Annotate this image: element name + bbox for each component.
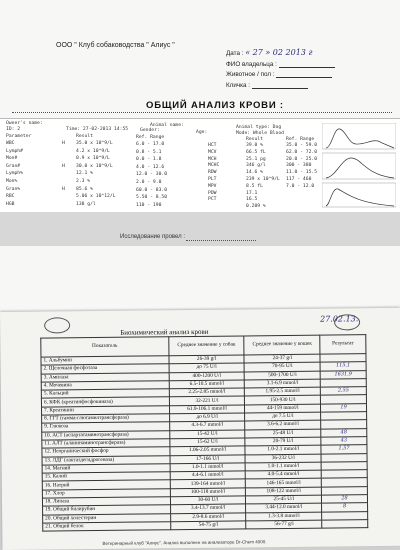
indicator-cell: 21. Общий белок [43,522,171,532]
cat-range-cell: 3.1-6.9 mmol/l [245,379,321,388]
indicator-cell: 9. Глюкоза [42,422,170,432]
cat-range-cell: 1.0-1.1 mmol/l [246,462,322,471]
dog-range-cell: 32-221 U/l [169,396,245,405]
cat-range-cell: 4.0-5.4 mmol/l [246,470,322,479]
result-cell: 19 [321,403,367,412]
cat-range-cell: 25-48 U/l [245,429,321,438]
param-name: PLT [208,177,217,182]
param-result: 138 g/l [76,201,96,207]
cat-range-cell: 24-37 g/l [244,354,320,363]
dog-range-cell: 6.5-10.5 mmol/l [169,380,245,389]
indicator-cell: 16. Натрий [42,480,170,490]
date-value: « 27 » 02 2013 г [245,48,313,57]
animal-name-label: Animal name: [150,123,184,128]
biochem-table [40,334,368,532]
cat-range-cell: 146-165 mmol/l [246,479,322,488]
dog-range-cell: 4.4-6.1 mmol/l [170,471,246,480]
param-name: PCT [208,197,217,203]
indicator-cell: 13. ЛДГ (лактатдегидрогеназа) [42,455,170,465]
col-result: Result [76,134,93,139]
lab-footer: Ветеринарный клуб "Алиус". Анализ выполнен на анализаторе Dr-Chem 4000. [102,539,267,546]
animal-line [276,70,332,78]
param-result: 4.2 x 10^9/L [76,148,110,154]
param-result: 39.0 % [246,143,263,148]
date-label: Дата : [226,50,244,57]
result-cell [322,520,368,529]
param-range: 300 - 380 [286,163,312,169]
param-name: Mon% [6,179,18,184]
param-name: Mon# [6,156,18,162]
animal-field [226,70,332,78]
wbc-histogram [322,123,396,149]
param-result: 2.3 % [76,179,91,184]
param-range: 12.0 - 30.0 [136,172,168,178]
param-range: 7.0 - 12.0 [286,183,315,189]
dog-range-cell: 2.25-2.85 mmol/l [169,388,245,397]
owner-name-label: Owner's name: [6,121,43,126]
param-result: 8.5 fL [246,183,263,189]
param-name: PDW [208,190,217,196]
gender-label: Gender: [140,128,160,133]
indicator-cell: 4. Мочевина [41,381,169,391]
owner-label: ФИО владельца : [226,61,277,68]
indicator-cell: 3. Амилаза [41,372,169,382]
result-cell: 28 [322,495,368,504]
page-title: ОБЩИЙ АНАЛИЗ КРОВИ : [146,100,284,111]
dog-range-cell: 100-118 mmol/l [170,488,246,497]
param-range: 4.0 - 12.6 [136,164,165,170]
param-range: 5.50 - 8.50 [136,195,168,201]
param-name: MPV [208,183,217,189]
result-cell: 1,57 [321,445,367,454]
date-field [226,48,312,57]
param-range: 62.0 - 72.0 [286,149,318,155]
plt-histogram [322,183,396,207]
analysis-date: 27.02.13. [320,314,359,324]
param-result: 35.0 x 10^9/L [76,141,113,146]
dog-range-cell: 139-164 mmol/l [170,479,246,488]
header-indicator: Показатель [41,337,169,357]
param-range: 0.8 - 5.1 [136,149,162,155]
clinic-name: ООО " Клуб собаководства " Алиус " [56,42,175,49]
cat-range-cell: 20-79 U/l [245,437,321,446]
nickname-field [226,81,308,89]
dotted-divider [12,112,392,113]
param-range: 11.0 - 15.5 [286,170,318,176]
result-cell: 115,1 [320,362,366,371]
indicator-cell: 7. Креатинин [41,406,169,416]
cat-range-cell: 3.44-12.0 mmol/l [246,503,322,512]
param-result: 346 g/l [246,163,266,169]
dog-range-cell: 26-39 g/l [169,355,245,364]
col-ref-range-2: Ref. Range [286,137,315,142]
dog-range-cell: 15-62 U/l [170,438,246,447]
dog-range-cell: до 75 U/l [169,363,245,372]
result-cell: 43 [321,437,367,446]
param-range: 0.0 - 1.8 [136,157,162,163]
indicator-cell: 18. Липаза [42,497,170,507]
signature-line [186,240,256,241]
indicator-cell: 2. Щелочная фосфотаза [41,364,169,374]
cat-range-cell: до 7.5 U/l [245,412,321,421]
param-result: 14.6 % [246,170,263,176]
nickname-label: Кличка : [226,82,251,89]
club-logo-left [44,317,70,333]
cat-range-cell: 3.6-6.2 mmol/l [245,421,321,430]
indicator-cell: 12. Неорганический фосфор [42,447,170,457]
indicator-cell: 14. Магний [42,464,170,474]
param-range: 117 - 460 [286,177,312,182]
cat-range-cell: 108-122 mmol/l [246,487,322,496]
param-name: Lymph% [6,171,23,177]
header-cats: Среднее значение у кошек [244,335,320,355]
param-range: 35.0 - 59.0 [286,143,318,148]
dog-range-cell: 400-1200 U/l [169,372,245,381]
param-range: 6.0 - 17.0 [136,142,165,147]
owner-field [226,60,335,68]
indicator-cell: 11. АЛТ (аланинаминотрансфераза) [42,439,170,449]
result-cell: 2,55 [320,387,366,396]
flag: H [62,163,65,169]
header-dogs: Среднее значение у собак [168,336,244,356]
dog-range-cell: 54-75 g/l [170,521,246,530]
indicator-cell: 5. Кальций [41,389,169,399]
param-range: 110 - 190 [136,202,162,208]
param-name: WBC [6,141,15,146]
cat-range-cell: 25-45 U/l [246,495,322,504]
cat-range-cell: 1.3-3.8 mmol/l [246,512,322,521]
animal-type: Animal type: Dog [236,125,282,130]
dog-range-cell: 17-166 U/l [170,455,246,464]
indicator-cell: 20. Общий холестерин [43,513,171,523]
cat-range-cell: 1.95-2.5 mmol/l [245,387,321,396]
param-name: HCT [208,143,217,148]
param-result: 85.6 % [76,186,93,192]
param-name: HGB [6,201,15,207]
dog-range-cell: 3.4-13.7 mmol/l [170,504,246,513]
analyzer-printout [0,118,400,214]
nickname-line [252,81,308,89]
col-parameter: Parameter [6,134,32,139]
param-name: RBC [6,194,15,200]
param-range: 2.0 - 9.0 [136,180,162,185]
indicator-cell: 15. Калий [42,472,170,482]
indicator-cell: 6. КФК (креатинфосфокиназа) [41,397,169,407]
param-result: 66.5 fL [246,149,266,155]
age-label: Age: [196,130,208,135]
param-range: 20.0 - 25.0 [286,156,318,162]
owner-line [279,60,335,68]
indicator-cell: 19. Общий билирубин [43,505,171,515]
param-result: 12.1 % [76,171,93,177]
param-result: 17.1 [246,190,258,196]
biochemistry-sheet [0,308,400,550]
result-cell: 1631,9 [320,370,366,379]
result-cell: 48 [321,428,367,437]
cat-range-cell: 70-95 U/l [244,362,320,371]
sample-id: ID: 2 [6,127,21,132]
param-result: 0.9 x 10^9/L [76,156,110,162]
col-result-2: Result [246,137,263,142]
dog-range-cell: 1.06-2.05 mmol/l [170,446,246,455]
dog-range-cell: 30-60 U/l [170,496,246,505]
param-result: 0.209 % [246,204,266,210]
flag: H [62,141,65,146]
dog-range-cell: 15-42 U/l [169,430,245,439]
header-result: Результат [320,335,366,354]
col-ref-range: Ref. Range [136,135,165,140]
cat-range-cell: 44-159 mmol/l [245,404,321,413]
dog-range-cell: 61.9-106.1 mmol/l [169,405,245,414]
rbc-histogram [322,153,396,179]
sample-time: Time: 27-02-2013 14:55 [66,127,129,132]
param-name: MCV [208,149,217,155]
param-name: RDW [208,170,217,176]
histogram-plots [322,123,396,209]
param-result: 25.1 pg [246,156,266,162]
param-range: 60.0 - 83.0 [136,187,168,193]
flag: H [62,186,65,192]
dog-range-cell: до 6.9 U/l [169,413,245,422]
indicator-cell: 17. Хлор [42,488,170,498]
dog-range-cell: 2.9-8.6 mmol/l [170,513,246,522]
param-name: Lymph# [6,148,23,154]
indicator-cell: 10. АСТ (аспартатаминотрансфераза) [42,430,170,440]
cat-range-cell: 56-77 g/l [246,520,322,529]
provided-by-label: Исследование провел : [120,234,185,240]
param-name: Gran% [6,186,21,192]
result-cell: 8 [322,503,368,512]
animal-label: Животное / пол : [226,71,275,78]
cat-range-cell: 1.0-2.1 mmol/l [245,445,321,454]
param-result: 239 x 10^9/L [246,177,280,182]
biochem-title: Биохимический анализ крови [120,327,209,337]
dog-range-cell: 4.3-6.7 mmol/l [169,421,245,430]
param-name: Gran# [6,163,21,169]
cat-range-cell: 500-1700 U/l [245,371,321,380]
param-name: MCH [208,156,217,162]
param-result: 16.5 [246,197,258,203]
analysis-mode: Mode: Whole Blood [236,131,284,136]
cat-range-cell: 150-930 U/l [245,396,321,405]
indicator-cell: 8. ГГТ (гамма-глютамилтрансфераза) [42,414,170,424]
cat-range-cell: 36-232 U/l [245,454,321,463]
param-result: 5.06 x 10^12/L [76,194,116,200]
dog-range-cell: 1.0-1.1 mmol/l [170,463,246,472]
param-result: 30.0 x 10^9/L [76,163,113,169]
indicator-cell: 1. Альбумин [41,356,169,366]
param-name: MCHC [208,163,220,169]
